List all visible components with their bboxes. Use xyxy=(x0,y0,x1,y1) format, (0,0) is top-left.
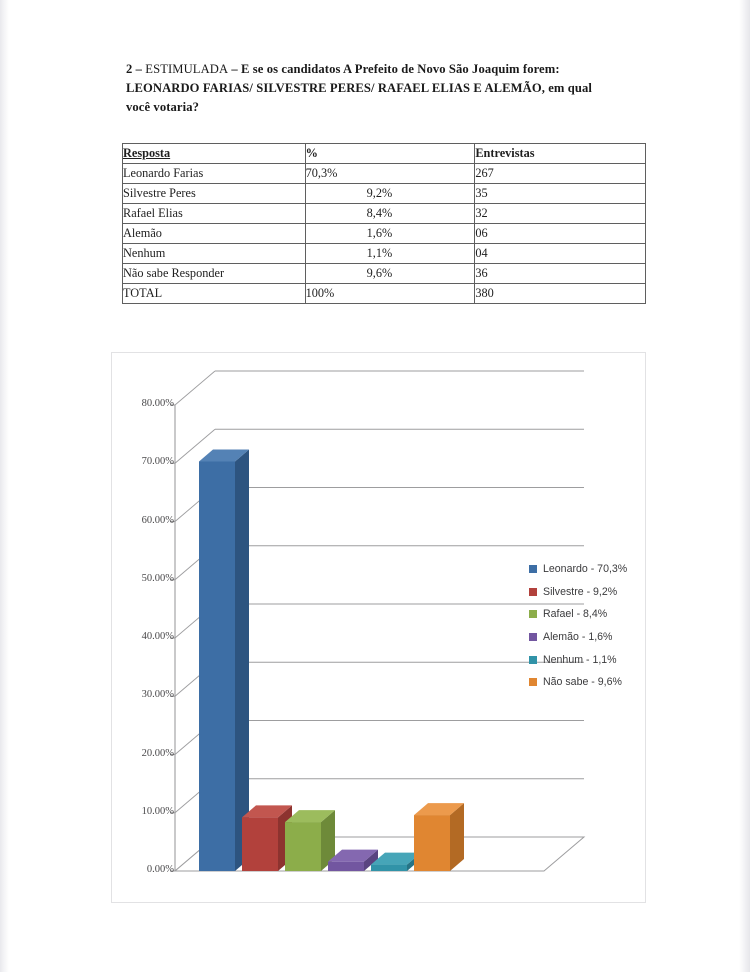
cell-percent: 9,6% xyxy=(305,264,475,284)
legend-color-swatch-icon xyxy=(529,633,537,641)
legend-item xyxy=(529,581,627,604)
y-tick-label: 20.00% xyxy=(141,747,174,759)
cell-resposta: Silvestre Peres xyxy=(123,184,306,204)
legend-label: Nenhum - 1,1% xyxy=(543,653,617,666)
cell-percent: 1,6% xyxy=(305,224,475,244)
legend-item xyxy=(529,648,627,671)
table-row xyxy=(123,164,646,184)
legend-color-swatch-icon xyxy=(529,678,537,686)
table-row xyxy=(123,264,646,284)
cell-resposta: TOTAL xyxy=(123,284,306,304)
table-header-row xyxy=(123,144,646,164)
question-heading xyxy=(126,60,606,117)
cell-percent: 8,4% xyxy=(305,204,475,224)
page-left-edge-shadow xyxy=(0,0,9,972)
cell-resposta: Nenhum xyxy=(123,244,306,264)
cell-entrevistas: 36 xyxy=(475,264,646,284)
cell-percent: 100% xyxy=(305,284,475,304)
table-row xyxy=(123,204,646,224)
question-tag: ESTIMULADA xyxy=(145,62,229,76)
cell-percent: 9,2% xyxy=(305,184,475,204)
legend-color-swatch-icon xyxy=(529,656,537,664)
y-tick-label: 0.00% xyxy=(146,864,174,875)
y-tick-label: 30.00% xyxy=(141,689,174,701)
table-row xyxy=(123,224,646,244)
legend-label: Leonardo - 70,3% xyxy=(543,563,628,576)
y-tick-label: 60.00% xyxy=(141,514,174,526)
page-right-edge-shadow xyxy=(739,0,750,972)
results-table xyxy=(122,143,646,304)
legend-item xyxy=(529,626,627,649)
legend-color-swatch-icon xyxy=(529,565,537,573)
column-header-entrevistas: Entrevistas xyxy=(475,144,646,164)
table-row-total xyxy=(123,284,646,304)
cell-entrevistas: 35 xyxy=(475,184,646,204)
y-tick-label: 50.00% xyxy=(141,572,174,584)
cell-resposta: Rafael Elias xyxy=(123,204,306,224)
legend-item xyxy=(529,558,627,581)
legend-color-swatch-icon xyxy=(529,588,537,596)
legend-label: Alemão - 1,6% xyxy=(543,631,613,644)
column-header-resposta: Resposta xyxy=(123,144,306,164)
legend-item xyxy=(529,603,627,626)
legend-color-swatch-icon xyxy=(529,610,537,618)
cell-entrevistas: 267 xyxy=(475,164,646,184)
cell-percent: 1,1% xyxy=(305,244,475,264)
chart-legend xyxy=(529,558,627,694)
cell-resposta: Alemão xyxy=(123,224,306,244)
cell-entrevistas: 380 xyxy=(475,284,646,304)
y-tick-label: 10.00% xyxy=(141,805,174,817)
table-row xyxy=(123,244,646,264)
legend-label: Silvestre - 9,2% xyxy=(543,585,618,598)
cell-percent: 70,3% xyxy=(305,164,475,184)
y-tick-label: 80.00% xyxy=(141,398,174,409)
y-tick-label: 40.00% xyxy=(141,631,174,642)
question-body: – E se os candidatos A Prefeito de Novo São Joaquim forem: LEONARDO FARIAS/ SILVESTRE PERES/ RAFAEL ELIAS E ALEMÃO, em qual você votaria? xyxy=(126,62,592,115)
legend-label: Rafael - 8,4% xyxy=(543,608,608,621)
cell-resposta: Leonardo Farias xyxy=(123,164,306,184)
cell-resposta: Não sabe Responder xyxy=(123,264,306,284)
cell-entrevistas: 04 xyxy=(475,244,646,264)
cell-entrevistas: 32 xyxy=(475,204,646,224)
vote-intention-3d-bar-chart xyxy=(111,352,646,903)
y-tick-label: 70.00% xyxy=(141,456,174,468)
question-number: 2 – xyxy=(126,62,146,76)
legend-item xyxy=(529,671,627,694)
column-header-percent: % xyxy=(305,144,475,164)
legend-label: Não sabe - 9,6% xyxy=(543,676,622,689)
cell-entrevistas: 06 xyxy=(475,224,646,244)
table-row xyxy=(123,184,646,204)
